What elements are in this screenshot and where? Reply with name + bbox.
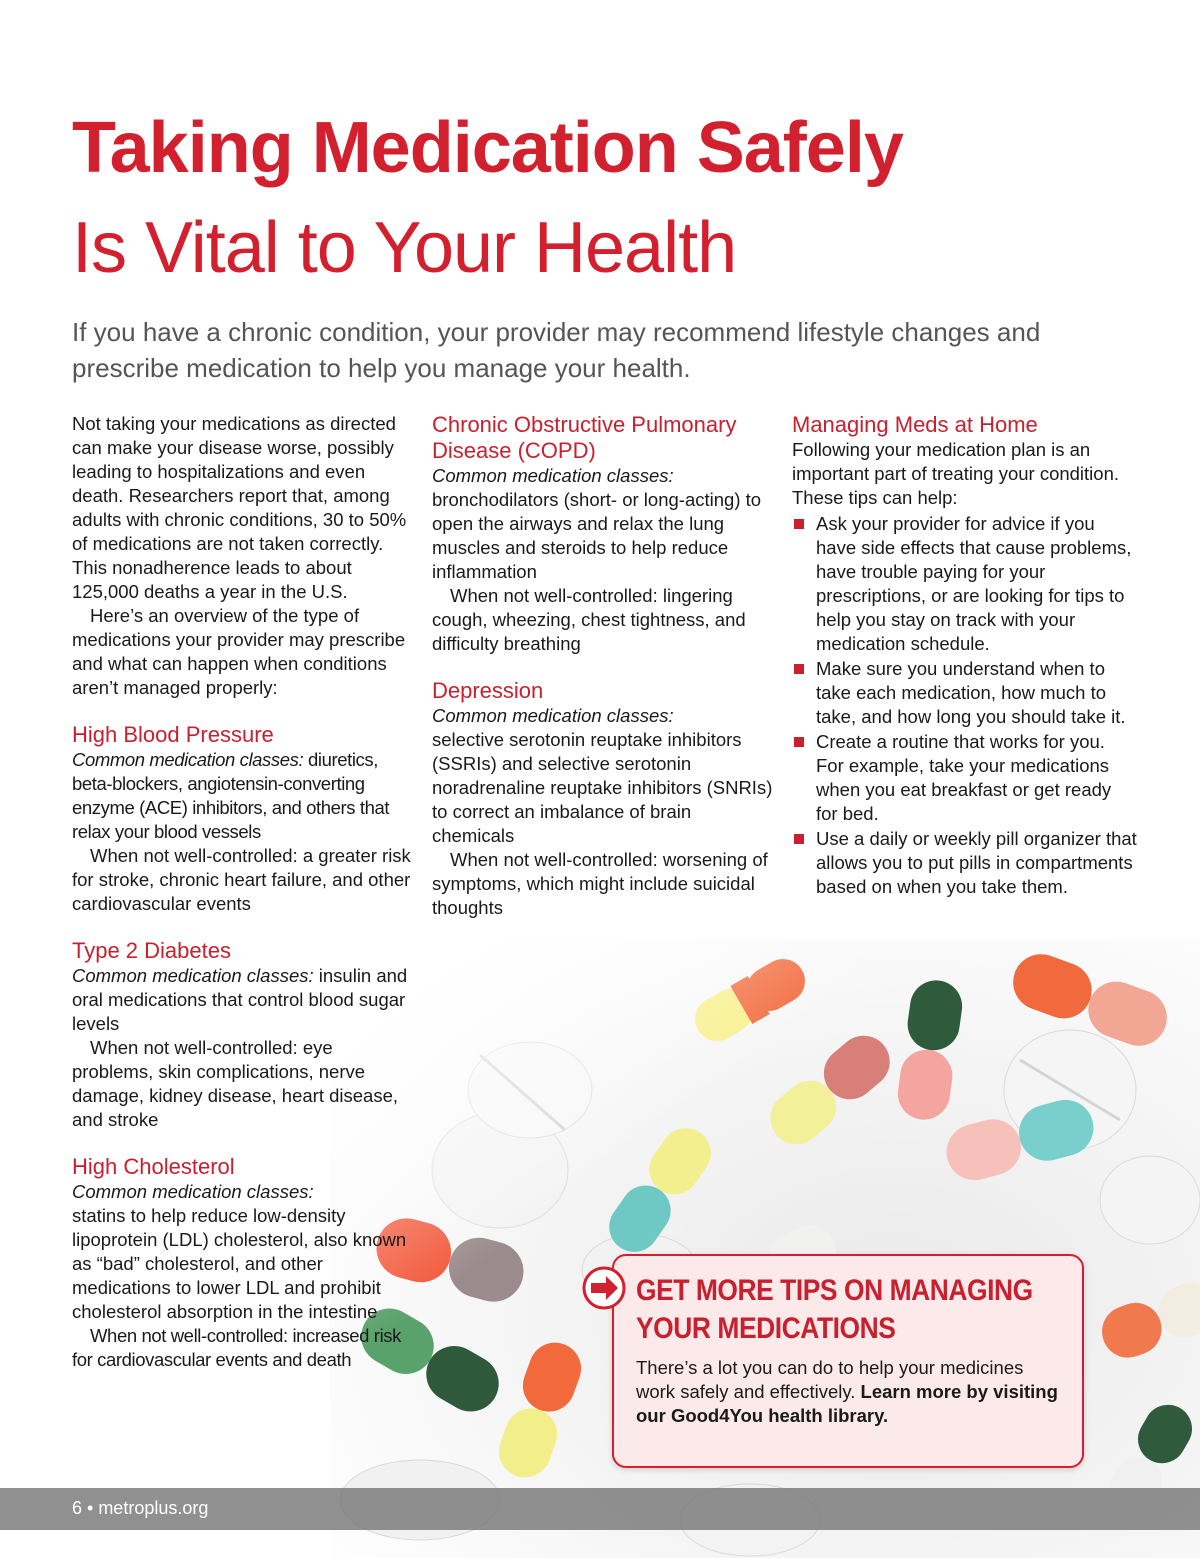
- section-heading-cholesterol: High Cholesterol: [72, 1154, 235, 1179]
- column-1: [72, 412, 417, 1372]
- column-3: [792, 412, 1137, 900]
- section-heading-diabetes: Type 2 Diabetes: [72, 938, 231, 963]
- copd-classes-label: Common medication classes:: [432, 465, 674, 486]
- blood-pressure-uncontrolled: When not well-controlled: a greater risk for stroke, chronic heart failure, and other cardiovascular events: [72, 845, 411, 914]
- blood-pressure-classes: Common medication classes: diuretics, beta-blockers, angiotensin-converting enzyme (ACE) inhibitors, and others that relax your blood vessels: [72, 749, 390, 842]
- tips-list: [792, 512, 1137, 899]
- copd-classes: bronchodilators (short- or long-acting) to open the airways and relax the lung muscles and steroids to help reduce inflammation: [432, 489, 762, 582]
- cholesterol-uncontrolled: When not well-controlled: increased risk for cardiovascular events and death: [72, 1325, 401, 1370]
- section-heading-managing-meds: Managing Meds at Home: [792, 412, 1038, 437]
- overview-paragraph-2: Here’s an overview of the type of medications your provider may prescribe and what can happen when conditions aren’t managed properly:: [72, 605, 406, 698]
- footer-page-url: 6 • metroplus.org: [72, 1498, 209, 1518]
- tips-callout[interactable]: [612, 1254, 1084, 1468]
- cholesterol-classes-label: Common medication classes:: [72, 1181, 314, 1202]
- depression-uncontrolled: When not well-controlled: worsening of symptoms, which might include suicidal thoughts: [432, 849, 768, 918]
- section-heading-blood-pressure: High Blood Pressure: [72, 722, 274, 747]
- section-heading-copd: Chronic Obstructive Pulmonary Disease (COPD): [432, 412, 737, 463]
- depression-classes: selective serotonin reuptake inhibitors (SSRIs) and selective serotonin noradrenaline reuptake inhibitors (SNRIs) to correct an imbalance of brain chemicals: [432, 729, 773, 846]
- diabetes-classes: Common medication classes: insulin and oral medications that control blood sugar levels: [72, 965, 408, 1034]
- bullet-square-icon: [794, 834, 804, 844]
- list-item: Ask your provider for advice if you have side effects that cause problems, have trouble paying for your prescriptions, or are looking for tips to help you stay on track with your medication schedule.: [792, 512, 1137, 656]
- bullet-square-icon: [794, 519, 804, 529]
- intro-text: If you have a chronic condition, your provider may recommend lifestyle changes and prescribe medication to help you manage your health.: [72, 317, 1041, 383]
- overview-paragraph: Not taking your medications as directed can make your disease worse, possibly leading to hospitalizations and even death. Researchers report that, among adults with chronic conditions, 30 to 50% of medications are not taken correctly. This nonadherence leads to about 125,000 deaths a year in the U.S.: [72, 413, 407, 602]
- arrow-right-icon: [582, 1266, 626, 1310]
- callout-body: There’s a lot you can do to help your medicines work safely and effectively. Learn more by visiting our Good4You health library.: [636, 1357, 1058, 1426]
- cholesterol-classes: statins to help reduce low-density lipoprotein (LDL) cholesterol, also known as “bad” cholesterol, and other medications to lower LDL and prohibit cholesterol absorption in the intestine: [72, 1205, 407, 1322]
- diabetes-uncontrolled: When not well-controlled: eye problems, skin complications, nerve damage, kidney disease, heart disease, and stroke: [72, 1037, 399, 1130]
- list-item: Create a routine that works for you. For example, take your medications when you eat breakfast or get ready for bed.: [792, 730, 1137, 826]
- section-heading-depression: Depression: [432, 678, 544, 703]
- list-item: Use a daily or weekly pill organizer that allows you to put pills in compartments based on when you take them.: [792, 827, 1137, 899]
- bullet-square-icon: [794, 737, 804, 747]
- page-subtitle: Is Vital to Your Health: [72, 208, 737, 288]
- health-library-link[interactable]: Learn more by visiting our Good4You health library.: [636, 1381, 1058, 1426]
- footer-bar: [0, 1488, 1200, 1530]
- column-2: [432, 412, 777, 920]
- list-item: Make sure you understand when to take each medication, how much to take, and how long you should take it.: [792, 657, 1137, 729]
- depression-classes-label: Common medication classes:: [432, 705, 674, 726]
- managing-meds-intro: Following your medication plan is an important part of treating your condition. These tips can help:: [792, 439, 1120, 508]
- callout-title: GET MORE TIPS ON MANAGING YOUR MEDICATIONS: [636, 1274, 1033, 1345]
- page-title: Taking Medication Safely: [72, 108, 903, 188]
- copd-uncontrolled: When not well-controlled: lingering cough, wheezing, chest tightness, and difficulty breathing: [432, 585, 746, 654]
- bullet-square-icon: [794, 664, 804, 674]
